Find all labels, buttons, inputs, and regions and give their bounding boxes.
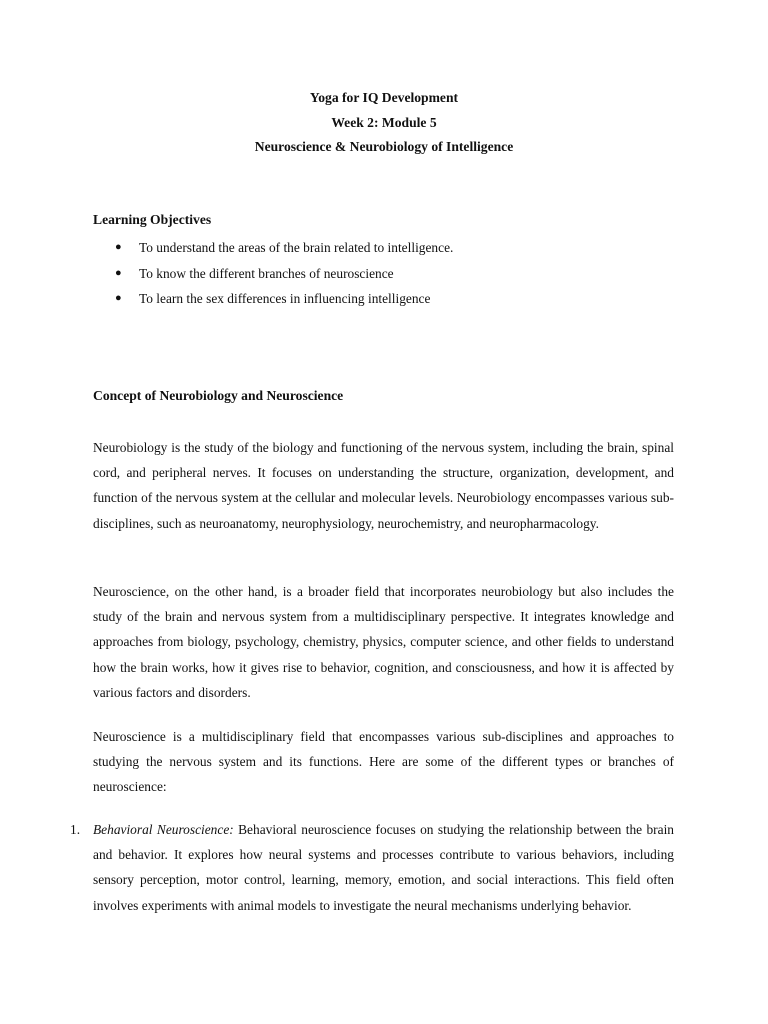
course-title: Yoga for IQ Development (309, 90, 459, 105)
objective-text: To understand the areas of the brain related to intelligence. (139, 240, 454, 255)
paragraph-neuroscience: Neuroscience, on the other hand, is a broader field that incorporates neurobiology but also includes the study of the brain and nervous system from a multidisciplinary perspective. It integrates knowledge and approaches from biology, psychology, chemistry, physics, computer science, and other fields to understand how the brain works, how it gives rise to behavior, cognition, and consciousness, and how it is affected by various factors and disorders. (93, 584, 674, 700)
list-item (93, 286, 693, 312)
bullet-icon: ● (115, 241, 122, 253)
learning-objectives-heading: Learning Objectives (93, 212, 212, 227)
bullet-icon: ● (115, 292, 122, 304)
concept-heading: Concept of Neurobiology and Neuroscience (93, 388, 344, 403)
list-number: 1. (70, 822, 81, 837)
branch-term: Behavioral Neuroscience: (93, 822, 234, 837)
title-block (0, 86, 768, 160)
module-title: Week 2: Module 5 (331, 114, 437, 130)
objectives-list (93, 235, 693, 312)
topic-title: Neuroscience & Neurobiology of Intelligence (254, 139, 514, 154)
branch-text: Behavioral neuroscience focuses on studying the relationship between the brain and behavior. It explores how neural systems and processes contribute to various behaviors, including sensory perception, motor control, learning, memory, emotion, and social interactions. This field often involves experiments with animal models to investigate the neural mechanisms underlying behavior. (93, 822, 675, 913)
list-item (93, 235, 693, 261)
bullet-icon: ● (115, 266, 122, 279)
branch-description (93, 817, 674, 918)
list-item (93, 261, 693, 287)
objective-text: To know the different branches of neuroscience (139, 265, 394, 281)
objective-text: To learn the sex differences in influencing intelligence (139, 291, 431, 306)
paragraph-branches-intro: Neuroscience is a multidisciplinary field that encompasses various sub-disciplines and approaches to studying the nervous system and its functions. Here are some of the different types or branches of neuroscience: (93, 729, 674, 795)
paragraph-neurobiology: Neurobiology is the study of the biology and functioning of the nervous system, including the brain, spinal cord, and peripheral nerves. It focuses on understanding the structure, organization, development, and function of the nervous system at the cellular and molecular levels. Neurobiology encompasses various sub-disciplines, such as neuroanatomy, neurophysiology, neurochemistry, and neuropharmacology. (93, 440, 674, 531)
